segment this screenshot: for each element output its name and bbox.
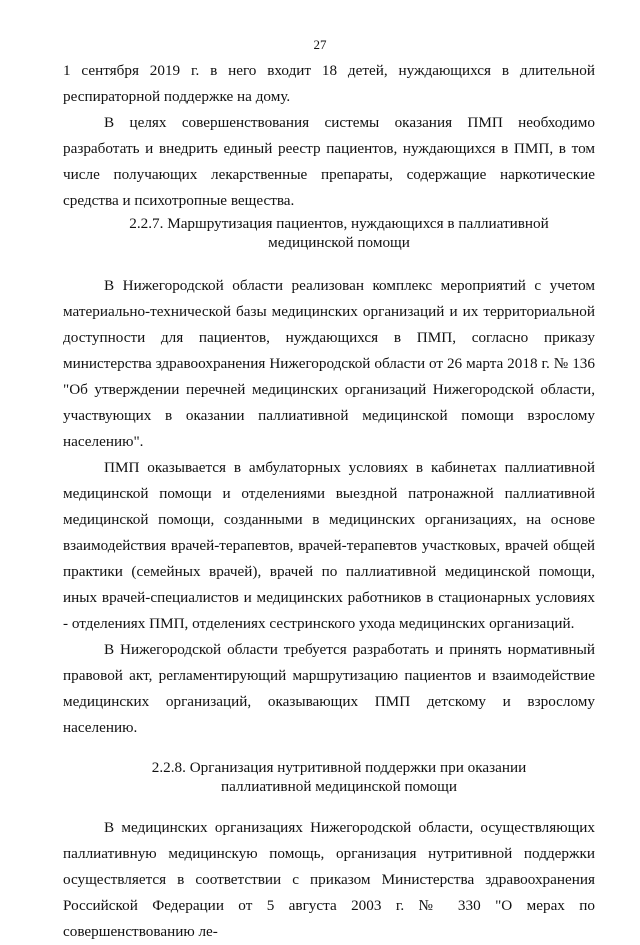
paragraph: ПМП оказывается в амбулаторных условиях в кабинетах паллиативной медицинской помощи и отделениями выездной патронажной паллиативной медицинской помощи, созданными в медицинских организациях, на основе взаимодействия врачей-терапевтов, врачей-терапевтов участковых, врачей общей практики (семейных врачей), врачей по паллиативной медицинской помощи, иных врачей-специалистов и медицинских работников в стационарных условиях - отделениях ПМП, отделениях сестринского ухода медицинских организаций. (63, 459, 595, 632)
paragraph: В Нижегородской области реализован комплекс мероприятий с учетом материально-технической базы медицинских организаций и их территориальной доступности для пациентов, нуждающихся в ПМП, согласно приказу министерства здравоохранения Нижегородской области от 26 марта 2018 г. № 136 "Об утверждении перечней медицинских организаций Нижегородской области, участвующих в оказании паллиативной медицинской помощи взрослому населению". (63, 277, 595, 450)
section-heading-2-2-7 (63, 214, 595, 252)
section-heading-line: паллиативной медицинской помощи (221, 778, 457, 795)
paragraph: В медицинских организациях Нижегородской области, осуществляющих паллиативную медицинскую помощь, организация нутритивной поддержки осуществляется в соответствии с приказом Министерства здравоохранения Российской Федерации от 5 августа 2003 г. № 330 "О мерах по совершенствованию ле- (63, 819, 595, 940)
paragraph: В целях совершенствования системы оказания ПМП необходимо разработать и внедрить единый реестр пациентов, нуждающихся в ПМП, в том числе получающих лекарственные препараты, содержащие наркотические средства и психотропные вещества. (63, 114, 595, 209)
page-content (63, 58, 595, 945)
section-heading-line: 2.2.8. Организация нутритивной поддержки при оказании (151, 759, 527, 776)
section-heading-line: медицинской помощи (268, 234, 410, 251)
paragraph: 1 сентября 2019 г. в него входит 18 детей, нуждающихся в длительной респираторной поддержке на дому. (63, 62, 595, 105)
page-number: 27 (313, 37, 327, 52)
section-heading-2-2-8 (63, 758, 595, 796)
paragraph: В Нижегородской области требуется разработать и принять нормативный правовой акт, регламентирующий маршрутизацию пациентов и взаимодействие медицинских организаций, оказывающих ПМП детскому и взрослому населению. (63, 641, 595, 736)
section-heading-line: 2.2.7. Маршрутизация пациентов, нуждающихся в паллиативной (129, 215, 549, 232)
